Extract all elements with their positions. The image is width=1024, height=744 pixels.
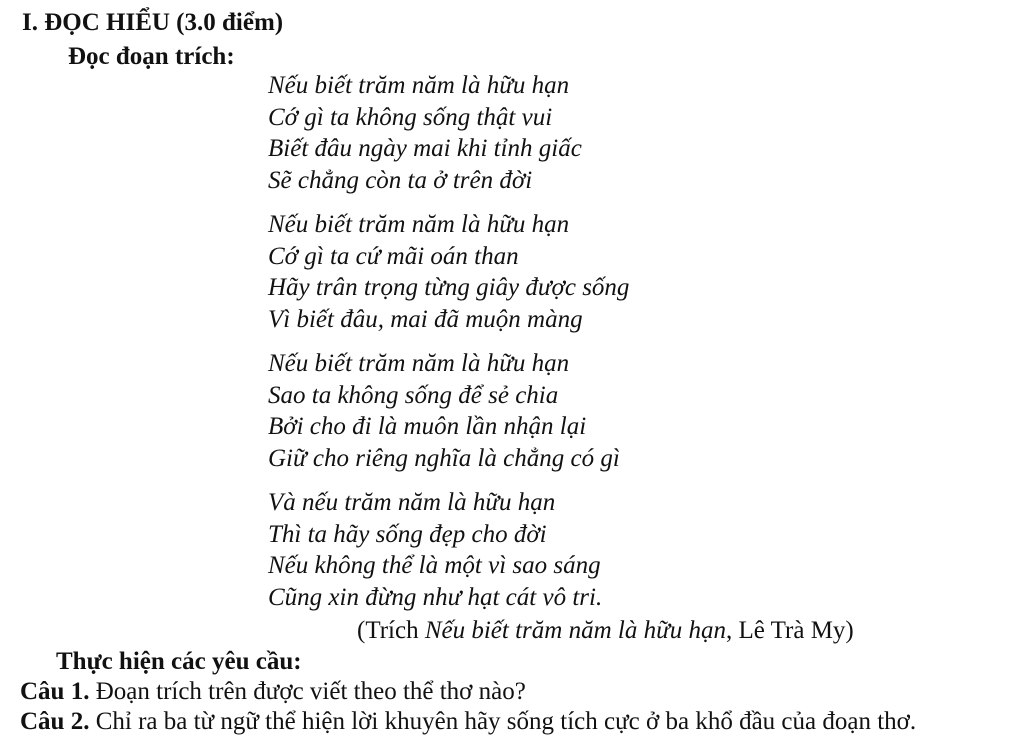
poem-stanza-2 [268, 209, 629, 335]
poem-line: Cớ gì ta không sống thật vui [268, 103, 553, 131]
poem-excerpt [268, 70, 629, 613]
citation-prefix: (Trích [357, 617, 425, 644]
poem-line: Vì biết đâu, mai đã muộn màng [268, 305, 583, 333]
poem-stanza-3 [268, 348, 629, 474]
poem-line: Thì ta hãy sống đẹp cho đời [268, 520, 547, 548]
question-text: Chỉ ra ba từ ngữ thể hiện lời khuyên hãy sống tích cực ở ba khổ đầu của đoạn thơ. [89, 708, 917, 735]
section-heading: I. ĐỌC HIỂU (3.0 điểm) [22, 9, 284, 36]
poem-line: Sao ta không sống để sẻ chia [268, 381, 559, 409]
poem-line: Nếu biết trăm năm là hữu hạn [268, 72, 570, 99]
poem-line: Bởi cho đi là muôn lần nhận lại [268, 413, 587, 440]
poem-line: Nếu biết trăm năm là hữu hạn [268, 350, 570, 377]
question-label: Câu 2. [20, 708, 90, 735]
poem-line: Cũng xin đừng như hạt cát vô tri. [268, 583, 603, 611]
poem-line: Và nếu trăm năm là hữu hạn [268, 489, 556, 516]
poem-stanza-1 [268, 70, 629, 196]
section-subheading: Đọc đoạn trích: [68, 43, 235, 70]
poem-line: Biết đâu ngày mai khi tỉnh giấc [268, 135, 582, 162]
question-label: Câu 1. [20, 678, 90, 705]
poem-line: Nếu biết trăm năm là hữu hạn [268, 211, 570, 238]
question-text: Đoạn trích trên được viết theo thể thơ nào? [89, 678, 526, 705]
poem-line: Cớ gì ta cứ mãi oán than [268, 242, 519, 270]
question-1 [20, 676, 526, 708]
citation-suffix: , Lê Trà My) [725, 617, 854, 644]
poem-line: Nếu không thể là một vì sao sáng [268, 552, 601, 579]
poem-stanza-4 [268, 487, 629, 613]
poem-line: Hãy trân trọng từng giây được sống [268, 274, 630, 301]
question-2 [20, 706, 916, 738]
poem-citation [357, 615, 854, 647]
tasks-heading: Thực hiện các yêu cầu: [56, 648, 302, 675]
poem-line: Sẽ chẳng còn ta ở trên đời [268, 166, 533, 194]
poem-line: Giữ cho riêng nghĩa là chẳng có gì [268, 444, 620, 472]
citation-title: Nếu biết trăm năm là hữu hạn [424, 617, 726, 644]
